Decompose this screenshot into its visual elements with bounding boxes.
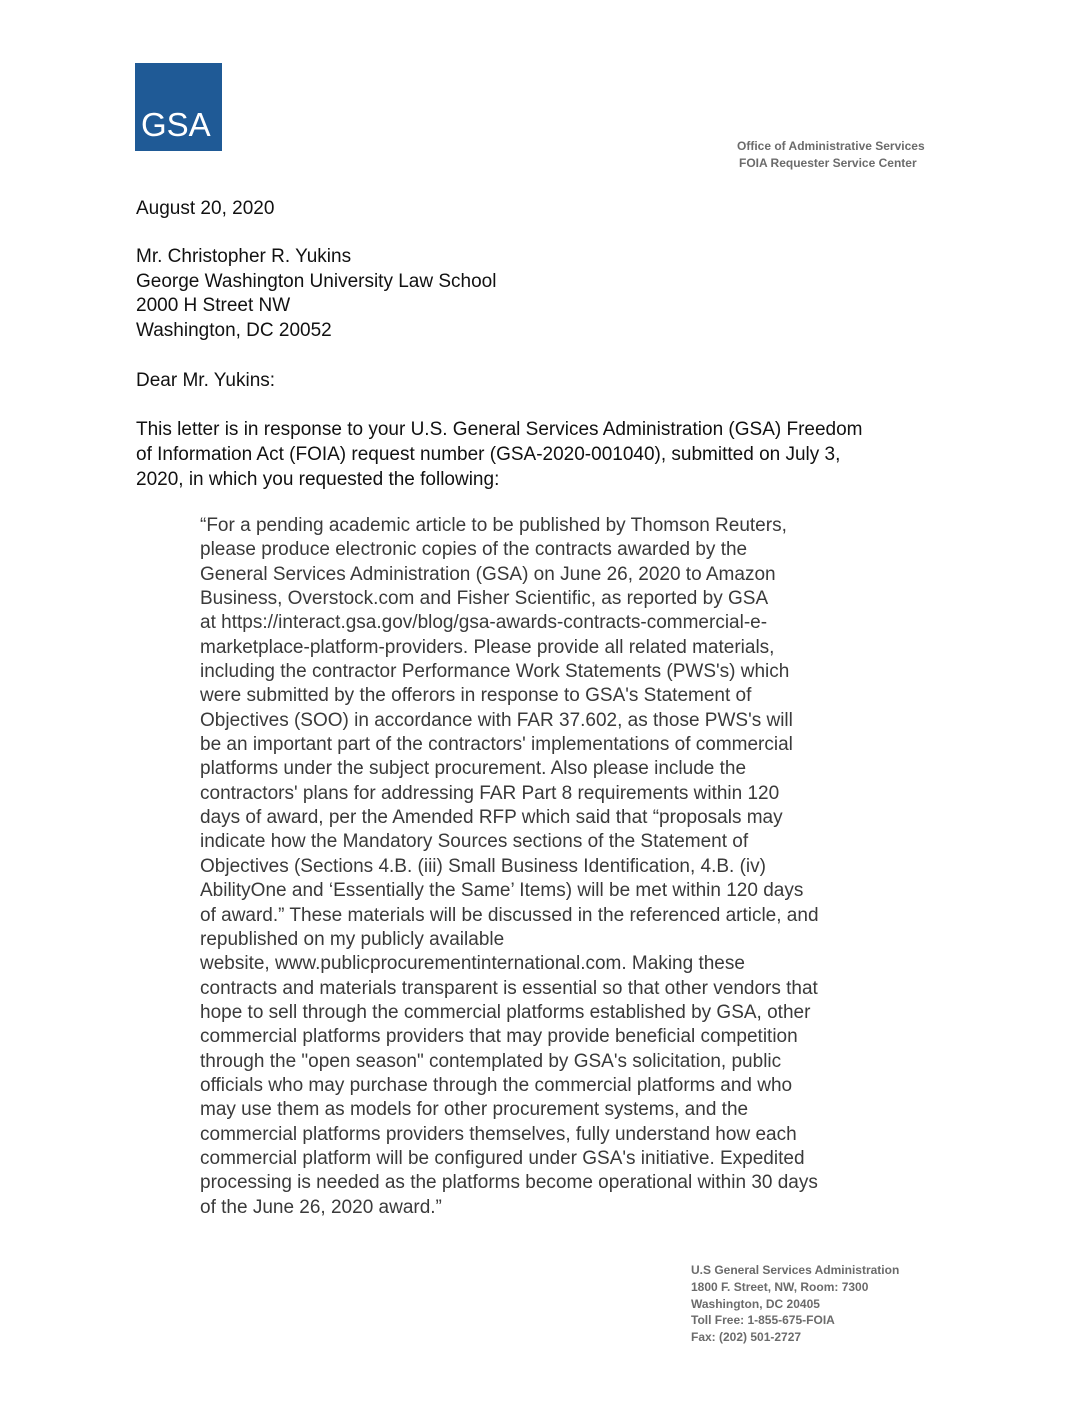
footer-line: 1800 F. Street, NW, Room: 7300 [691,1279,869,1294]
quote-line: officials who may purchase through the commercial platforms and who [200,1074,793,1096]
gsa-logo-mark [135,63,222,151]
quote-line: through the "open season" contemplated by GSA's solicitation, public [200,1050,782,1072]
quote-line: please produce electronic copies of the contracts awarded by the [200,539,748,561]
quote-line: AbilityOne and ‘Essentially the Same’ Items) will be met within 120 days [200,880,804,902]
quote-line: republished on my publicly available [200,928,505,950]
office-line: FOIA Requester Service Center [739,156,917,170]
intro-line: 2020, in which you requested the following: [136,469,500,490]
quote-line: General Services Administration (GSA) on June 26, 2020 to Amazon [200,563,776,585]
intro-line: This letter is in response to your U.S. General Services Administration (GSA) Freedom [136,419,863,440]
quote-line: marketplace-platform-providers. Please provide all related materials, [200,636,775,658]
quote-line: including the contractor Performance Work Statements (PWS's) which [200,661,790,683]
quote-line: commercial platforms providers that may provide beneficial competition [200,1026,798,1048]
quote-line: Objectives (Sections 4.B. (iii) Small Business Identification, 4.B. (iv) [200,855,766,877]
quote-line: at https://interact.gsa.gov/blog/gsa-awards-contracts-commercial-e- [200,612,768,634]
quote-line: commercial platform will be configured under GSA's initiative. Expedited [200,1147,805,1169]
office-header [737,138,925,172]
gsa-logo-text: GSA [141,106,211,143]
recipient-address [136,245,496,343]
quote-line: contracts and materials transparent is essential so that other vendors that [200,977,818,999]
quote-line: processing is needed as the platforms become operational within 30 days [200,1172,818,1194]
intro-line: of Information Act (FOIA) request number (GSA-2020-001040), submitted on July 3, [136,444,841,465]
footer-line: Toll Free: 1-855-675-FOIA [691,1313,835,1328]
quote-line: days of award, per the Amended RFP which said that “proposals may [200,807,783,829]
quote-line: platforms under the subject procurement. Also please include the [200,758,747,780]
quote-line: commercial platforms providers themselves, fully understand how each [200,1123,797,1145]
office-line: Office of Administrative Services [737,139,925,153]
quote-line: of the June 26, 2020 award.” [200,1196,442,1218]
quote-line: of award.” These materials will be discussed in the referenced article, and [200,904,819,926]
footer-line: Washington, DC 20405 [691,1296,820,1311]
quote-line: “For a pending academic article to be published by Thomson Reuters, [200,515,787,536]
letter-date: August 20, 2020 [136,198,275,219]
quote-line: Objectives (SOO) in accordance with FAR 37.602, as those PWS's will [200,709,793,731]
quote-line: hope to sell through the commercial platforms established by GSA, other [200,1001,811,1023]
footer-line: U.S General Services Administration [691,1263,900,1277]
recipient-line: 2000 H Street NW [136,295,291,316]
salutation: Dear Mr. Yukins: [136,370,276,391]
footer-address [691,1262,899,1346]
intro-paragraph [136,417,966,492]
recipient-line: Mr. Christopher R. Yukins [136,246,352,267]
recipient-line: George Washington University Law School [136,270,497,292]
gsa-logo [135,63,222,151]
quote-line: contractors' plans for addressing FAR Part 8 requirements within 120 [200,782,780,804]
quoted-request [200,514,819,1220]
quote-line: may use them as models for other procurement systems, and the [200,1099,749,1121]
recipient-line: Washington, DC 20052 [136,319,332,341]
footer-line: Fax: (202) 501-2727 [691,1330,802,1345]
quote-line: were submitted by the offerors in response to GSA's Statement of [200,685,752,707]
quote-line: website, www.publicprocurementinternational.com. Making these [200,953,745,975]
quote-line: Business, Overstock.com and Fisher Scientific, as reported by GSA [200,588,769,610]
quote-line: indicate how the Mandatory Sources sections of the Statement of [200,831,749,853]
quote-line: be an important part of the contractors' implementations of commercial [200,734,793,756]
